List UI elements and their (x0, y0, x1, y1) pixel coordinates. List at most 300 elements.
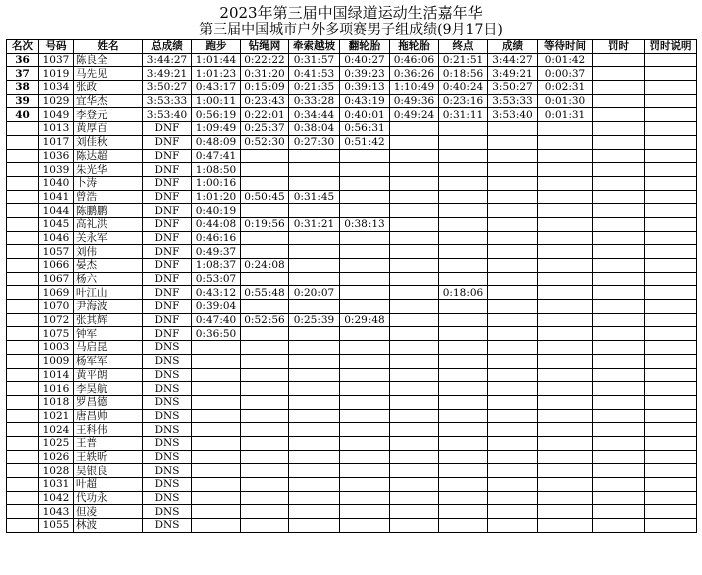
result-cell (488, 491, 538, 505)
penalty-cell (593, 423, 645, 437)
penalty-cell (593, 436, 645, 450)
drag-tire-cell: 0:36:26 (390, 67, 439, 81)
rank-cell: 38 (7, 81, 39, 95)
total-cell: DNS (143, 478, 192, 492)
total-cell: DNF (143, 176, 192, 190)
bib-cell: 1003 (39, 341, 74, 355)
finish-cell (439, 395, 488, 409)
total-cell: DNF (143, 300, 192, 314)
bib-cell: 1055 (39, 519, 74, 533)
rank-cell (7, 149, 39, 163)
finish-cell (439, 327, 488, 341)
rope-cell: 0:25:39 (289, 313, 340, 327)
net-cell (241, 272, 289, 286)
total-cell: DNF (143, 149, 192, 163)
run-cell (192, 395, 241, 409)
penalty-note-cell (645, 519, 697, 533)
column-header: 号码 (39, 40, 74, 54)
rank-cell: 39 (7, 94, 39, 108)
table-row (7, 108, 697, 122)
result-cell (488, 204, 538, 218)
bib-cell: 1075 (39, 327, 74, 341)
column-header: 总成绩 (143, 40, 192, 54)
name-cell: 朱光华 (74, 163, 143, 177)
rope-cell: 0:38:04 (289, 122, 340, 136)
drag-tire-cell: 0:49:36 (390, 94, 439, 108)
result-cell (488, 464, 538, 478)
flip-tire-cell (340, 163, 390, 177)
rank-cell (7, 122, 39, 136)
flip-tire-cell: 0:40:01 (340, 108, 390, 122)
total-cell: DNF (143, 259, 192, 273)
table-row (7, 176, 697, 190)
flip-tire-cell (340, 272, 390, 286)
drag-tire-cell (390, 286, 439, 300)
rank-cell (7, 135, 39, 149)
drag-tire-cell (390, 176, 439, 190)
page-title: 2023年第三届中国绿道运动生活嘉年华 (219, 4, 483, 22)
penalty-note-cell (645, 423, 697, 437)
bib-cell: 1067 (39, 272, 74, 286)
rank-cell (7, 327, 39, 341)
rope-cell (289, 464, 340, 478)
rope-cell (289, 259, 340, 273)
rank-cell (7, 409, 39, 423)
penalty-cell (593, 395, 645, 409)
bib-cell: 1057 (39, 245, 74, 259)
bib-cell: 1042 (39, 491, 74, 505)
run-cell: 0:36:50 (192, 327, 241, 341)
run-cell: 0:56:19 (192, 108, 241, 122)
finish-cell (439, 464, 488, 478)
penalty-note-cell (645, 135, 697, 149)
net-cell (241, 204, 289, 218)
flip-tire-cell (340, 395, 390, 409)
total-cell: 3:53:33 (143, 94, 192, 108)
penalty-cell (593, 286, 645, 300)
total-cell: DNS (143, 491, 192, 505)
result-cell: 3:49:21 (488, 67, 538, 81)
result-cell (488, 176, 538, 190)
finish-cell (439, 300, 488, 314)
net-cell (241, 382, 289, 396)
net-cell: 0:50:45 (241, 190, 289, 204)
drag-tire-cell (390, 436, 439, 450)
flip-tire-cell (340, 382, 390, 396)
total-cell: DNF (143, 327, 192, 341)
bib-cell: 1029 (39, 94, 74, 108)
net-cell (241, 327, 289, 341)
total-cell: 3:53:40 (143, 108, 192, 122)
penalty-note-cell (645, 300, 697, 314)
wait-cell (538, 478, 593, 492)
finish-cell (439, 163, 488, 177)
table-row (7, 409, 697, 423)
penalty-cell (593, 478, 645, 492)
total-cell: DNF (143, 135, 192, 149)
table-row (7, 300, 697, 314)
net-cell (241, 464, 289, 478)
penalty-note-cell (645, 341, 697, 355)
drag-tire-cell: 0:46:06 (390, 53, 439, 67)
rope-cell (289, 505, 340, 519)
table-row (7, 190, 697, 204)
finish-cell (439, 423, 488, 437)
finish-cell: 0:18:06 (439, 286, 488, 300)
penalty-note-cell (645, 67, 697, 81)
rope-cell (289, 341, 340, 355)
finish-cell (439, 204, 488, 218)
rank-cell: 40 (7, 108, 39, 122)
table-row (7, 245, 697, 259)
run-cell: 0:40:19 (192, 204, 241, 218)
rank-cell: 37 (7, 67, 39, 81)
penalty-cell (593, 313, 645, 327)
run-cell (192, 436, 241, 450)
bib-cell: 1025 (39, 436, 74, 450)
rope-cell: 0:33:28 (289, 94, 340, 108)
drag-tire-cell (390, 190, 439, 204)
column-header: 罚时说明 (645, 40, 697, 54)
table-row (7, 231, 697, 245)
run-cell: 1:09:49 (192, 122, 241, 136)
result-cell: 3:53:33 (488, 94, 538, 108)
flip-tire-cell (340, 505, 390, 519)
total-cell: DNS (143, 382, 192, 396)
total-cell: DNS (143, 368, 192, 382)
result-cell (488, 245, 538, 259)
penalty-note-cell (645, 53, 697, 67)
finish-cell (439, 190, 488, 204)
bib-cell: 1072 (39, 313, 74, 327)
run-cell: 0:49:37 (192, 245, 241, 259)
rope-cell (289, 368, 340, 382)
net-cell: 0:22:22 (241, 53, 289, 67)
name-cell: 但凌 (74, 505, 143, 519)
table-row (7, 149, 697, 163)
flip-tire-cell (340, 300, 390, 314)
rank-cell (7, 519, 39, 533)
rank-cell (7, 300, 39, 314)
penalty-cell (593, 190, 645, 204)
result-cell (488, 259, 538, 273)
drag-tire-cell (390, 272, 439, 286)
name-cell: 曾浩 (74, 190, 143, 204)
net-cell (241, 450, 289, 464)
total-cell: DNF (143, 313, 192, 327)
name-cell: 马先见 (74, 67, 143, 81)
rank-cell (7, 368, 39, 382)
penalty-note-cell (645, 149, 697, 163)
drag-tire-cell (390, 382, 439, 396)
column-header: 牵索越坡 (289, 40, 340, 54)
result-cell (488, 122, 538, 136)
wait-cell (538, 409, 593, 423)
name-cell: 陈良全 (74, 53, 143, 67)
rank-cell (7, 395, 39, 409)
table-row (7, 204, 697, 218)
column-header: 成绩 (488, 40, 538, 54)
result-cell: 3:50:27 (488, 81, 538, 95)
bib-cell: 1037 (39, 53, 74, 67)
bib-cell: 1034 (39, 81, 74, 95)
net-cell: 0:31:20 (241, 67, 289, 81)
name-cell: 刘伟 (74, 245, 143, 259)
run-cell: 0:39:04 (192, 300, 241, 314)
rank-cell (7, 204, 39, 218)
rope-cell (289, 176, 340, 190)
table-row (7, 313, 697, 327)
table-row (7, 217, 697, 231)
finish-cell: 0:40:24 (439, 81, 488, 95)
flip-tire-cell: 0:43:19 (340, 94, 390, 108)
rope-cell (289, 204, 340, 218)
wait-cell (538, 423, 593, 437)
run-cell (192, 354, 241, 368)
flip-tire-cell (340, 491, 390, 505)
rope-cell (289, 436, 340, 450)
bib-cell: 1066 (39, 259, 74, 273)
bib-cell: 1028 (39, 464, 74, 478)
finish-cell (439, 505, 488, 519)
rank-cell (7, 505, 39, 519)
run-cell: 1:08:50 (192, 163, 241, 177)
flip-tire-cell: 0:29:48 (340, 313, 390, 327)
net-cell (241, 491, 289, 505)
result-cell (488, 217, 538, 231)
rope-cell: 0:34:44 (289, 108, 340, 122)
finish-cell (439, 245, 488, 259)
result-cell (488, 341, 538, 355)
total-cell: DNS (143, 450, 192, 464)
name-cell: 高礼洪 (74, 217, 143, 231)
drag-tire-cell (390, 259, 439, 273)
rank-cell (7, 272, 39, 286)
name-cell: 王轶昕 (74, 450, 143, 464)
finish-cell (439, 382, 488, 396)
rope-cell (289, 491, 340, 505)
table-row (7, 505, 697, 519)
name-cell: 钟军 (74, 327, 143, 341)
penalty-cell (593, 94, 645, 108)
flip-tire-cell (340, 519, 390, 533)
drag-tire-cell (390, 163, 439, 177)
name-cell: 林波 (74, 519, 143, 533)
rope-cell: 0:41:53 (289, 67, 340, 81)
wait-cell (538, 217, 593, 231)
result-cell (488, 231, 538, 245)
penalty-cell (593, 163, 645, 177)
name-cell: 陈鹏鹏 (74, 204, 143, 218)
run-cell: 1:01:23 (192, 67, 241, 81)
result-cell (488, 450, 538, 464)
penalty-note-cell (645, 382, 697, 396)
rope-cell (289, 409, 340, 423)
rope-cell: 0:21:35 (289, 81, 340, 95)
table-row (7, 327, 697, 341)
run-cell (192, 423, 241, 437)
run-cell: 0:43:12 (192, 286, 241, 300)
bib-cell: 1045 (39, 217, 74, 231)
rope-cell: 0:31:21 (289, 217, 340, 231)
table-row (7, 259, 697, 273)
result-cell (488, 300, 538, 314)
total-cell: DNF (143, 163, 192, 177)
drag-tire-cell (390, 135, 439, 149)
rank-cell (7, 245, 39, 259)
drag-tire-cell: 1:10:49 (390, 81, 439, 95)
wait-cell (538, 505, 593, 519)
penalty-note-cell (645, 436, 697, 450)
rank-cell (7, 190, 39, 204)
total-cell: DNF (143, 245, 192, 259)
penalty-cell (593, 149, 645, 163)
rope-cell (289, 272, 340, 286)
net-cell: 0:25:37 (241, 122, 289, 136)
net-cell: 0:15:09 (241, 81, 289, 95)
wait-cell (538, 450, 593, 464)
result-cell (488, 149, 538, 163)
penalty-cell (593, 67, 645, 81)
wait-cell (538, 341, 593, 355)
table-row (7, 491, 697, 505)
run-cell: 1:08:37 (192, 259, 241, 273)
wait-cell (538, 368, 593, 382)
wait-cell (538, 176, 593, 190)
penalty-note-cell (645, 368, 697, 382)
flip-tire-cell (340, 450, 390, 464)
bib-cell: 1009 (39, 354, 74, 368)
table-row (7, 436, 697, 450)
name-cell: 张政 (74, 81, 143, 95)
penalty-cell (593, 450, 645, 464)
table-row (7, 53, 697, 67)
bib-cell: 1026 (39, 450, 74, 464)
name-cell: 杨军军 (74, 354, 143, 368)
penalty-cell (593, 409, 645, 423)
net-cell (241, 436, 289, 450)
drag-tire-cell (390, 519, 439, 533)
total-cell: 3:50:27 (143, 81, 192, 95)
rank-cell (7, 313, 39, 327)
table-row (7, 423, 697, 437)
run-cell: 1:00:11 (192, 94, 241, 108)
finish-cell: 0:18:56 (439, 67, 488, 81)
wait-cell: 0:01:42 (538, 53, 593, 67)
name-cell: 王科伟 (74, 423, 143, 437)
run-cell: 0:44:08 (192, 217, 241, 231)
column-header: 钻绳网 (241, 40, 289, 54)
bib-cell: 1017 (39, 135, 74, 149)
run-cell (192, 382, 241, 396)
penalty-note-cell (645, 491, 697, 505)
result-cell (488, 519, 538, 533)
rank-cell (7, 382, 39, 396)
name-cell: 黄厚百 (74, 122, 143, 136)
table-row (7, 272, 697, 286)
total-cell: DNS (143, 341, 192, 355)
table-row (7, 464, 697, 478)
result-cell (488, 354, 538, 368)
flip-tire-cell (340, 368, 390, 382)
drag-tire-cell (390, 478, 439, 492)
wait-cell (538, 382, 593, 396)
penalty-cell (593, 327, 645, 341)
column-header: 名次 (7, 40, 39, 54)
net-cell (241, 176, 289, 190)
penalty-cell (593, 53, 645, 67)
result-cell: 3:53:40 (488, 108, 538, 122)
drag-tire-cell (390, 245, 439, 259)
penalty-note-cell (645, 313, 697, 327)
flip-tire-cell (340, 436, 390, 450)
drag-tire-cell (390, 231, 439, 245)
finish-cell (439, 354, 488, 368)
flip-tire-cell: 0:56:31 (340, 122, 390, 136)
rank-cell (7, 423, 39, 437)
table-row (7, 341, 697, 355)
finish-cell: 0:23:16 (439, 94, 488, 108)
rope-cell (289, 519, 340, 533)
wait-cell: 0:01:31 (538, 108, 593, 122)
table-row (7, 135, 697, 149)
drag-tire-cell (390, 505, 439, 519)
penalty-note-cell (645, 108, 697, 122)
wait-cell (538, 135, 593, 149)
drag-tire-cell (390, 395, 439, 409)
total-cell: DNF (143, 286, 192, 300)
flip-tire-cell: 0:39:13 (340, 81, 390, 95)
column-header: 拖轮胎 (390, 40, 439, 54)
wait-cell (538, 300, 593, 314)
rank-cell (7, 491, 39, 505)
column-header: 翻轮胎 (340, 40, 390, 54)
net-cell (241, 300, 289, 314)
bib-cell: 1031 (39, 478, 74, 492)
run-cell (192, 478, 241, 492)
finish-cell (439, 122, 488, 136)
column-header: 姓名 (74, 40, 143, 54)
flip-tire-cell (340, 190, 390, 204)
rope-cell (289, 478, 340, 492)
wait-cell (538, 259, 593, 273)
table-row (7, 368, 697, 382)
penalty-note-cell (645, 478, 697, 492)
name-cell: 李昊航 (74, 382, 143, 396)
penalty-note-cell (645, 231, 697, 245)
rank-cell (7, 464, 39, 478)
bib-cell: 1046 (39, 231, 74, 245)
bib-cell: 1043 (39, 505, 74, 519)
bib-cell: 1018 (39, 395, 74, 409)
wait-cell (538, 354, 593, 368)
name-cell: 刘佳秋 (74, 135, 143, 149)
result-cell (488, 163, 538, 177)
column-header: 跑步 (192, 40, 241, 54)
result-cell (488, 286, 538, 300)
rope-cell: 0:27:30 (289, 135, 340, 149)
rope-cell: 0:31:45 (289, 190, 340, 204)
penalty-cell (593, 491, 645, 505)
drag-tire-cell (390, 122, 439, 136)
name-cell: 尹海波 (74, 300, 143, 314)
run-cell (192, 409, 241, 423)
penalty-note-cell (645, 259, 697, 273)
drag-tire-cell (390, 217, 439, 231)
table-row (7, 519, 697, 533)
drag-tire-cell (390, 204, 439, 218)
drag-tire-cell (390, 464, 439, 478)
